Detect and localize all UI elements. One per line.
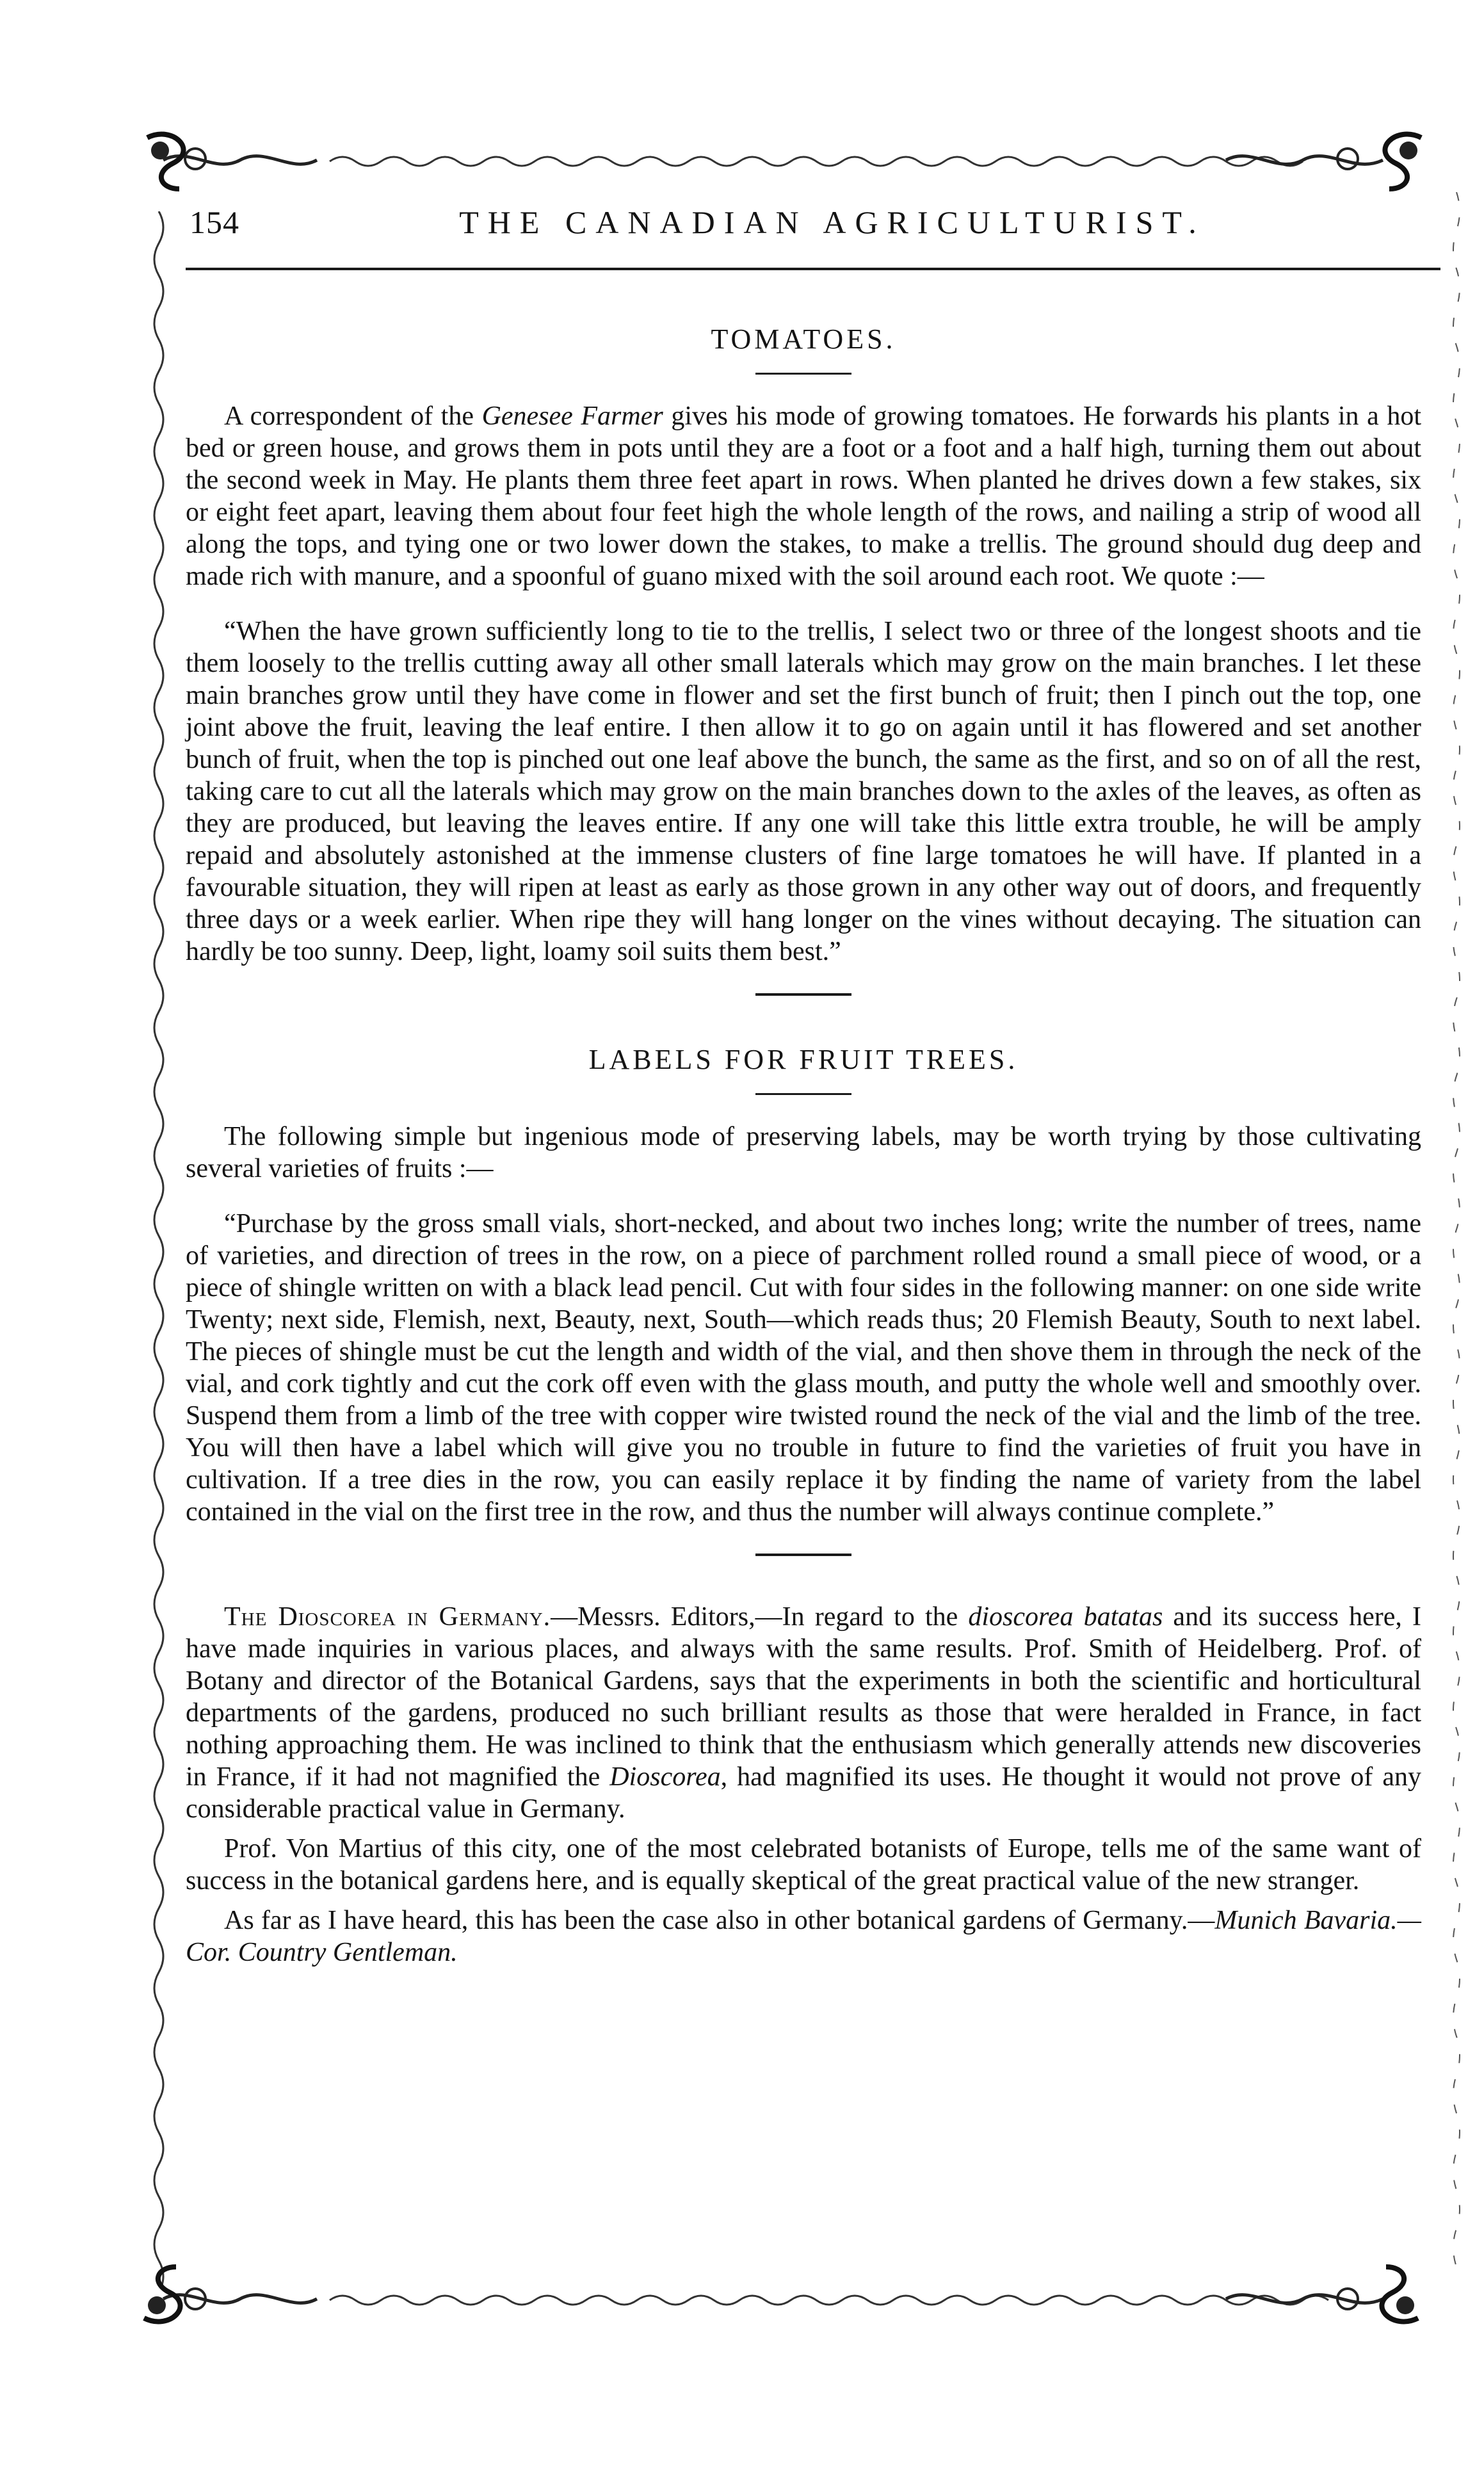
left-wavy-border bbox=[144, 211, 173, 2286]
section-separator bbox=[755, 1554, 851, 1556]
text-run: As far as I have heard, this has been the case also in other botanical gardens of Germany.— bbox=[224, 1906, 1215, 1935]
tomatoes-quote: “When the have grown sufficiently long to tie to the trellis, I select two or three of the longest shoots and tie them loosely to the trellis cutting away all other small laterals which may grow on the main branches. I let these main branches grow until they have come in flower and set the first bunch of fruit; then I pinch out the top, one joint above the fruit, leaving the leaf entire. I then allow it to go on again until it has flowered and set another bunch of fruit, when the top is pinched out one leaf above the bunch, the same as the first, and so on of all the rest, taking care to cut all the laterals which may grow on the main branches down to the axles of the leaves, as often as they are produced, but leaving the leaves entire. If any one will take this little extra trouble, he will be amply repaid and absolutely astonished at the immense clusters of fine large tomatoes he will have. If planted in a favourable situation, they will ripen at least as early as those grown in any other way out of doors, and frequently three days or a week earlier. When ripe they will hang longer on the vines without decaying. The situation can hardly be too sunny. Deep, light, loamy soil suits them best.” bbox=[186, 617, 1421, 966]
dioscorea-article bbox=[186, 1601, 1421, 1968]
genus-name: Dioscorea bbox=[609, 1762, 721, 1792]
dioscorea-paragraph-3 bbox=[186, 1904, 1421, 1968]
attribution: Munich Bavaria.—Cor. Country Gentleman. bbox=[186, 1906, 1422, 1967]
labels-intro: The following simple but ingenious mode of preserving labels, may be worth trying by those cultivating several varieties of fruits :— bbox=[186, 1122, 1421, 1183]
dioscorea-paragraph-1 bbox=[186, 1601, 1421, 1825]
bottom-ornamental-border bbox=[138, 2278, 1408, 2319]
dioscorea-heading: The Dioscorea in Germany. bbox=[224, 1602, 551, 1632]
text-run: —Messrs. Editors,—In regard to the bbox=[551, 1602, 969, 1632]
tomatoes-intro bbox=[186, 400, 1421, 592]
header-rule bbox=[186, 268, 1440, 270]
right-wavy-border bbox=[1444, 192, 1469, 2280]
text-run: gives his mode of growing tomatoes. He forwards his plants in a hot bed or green house, and grows them in pots until they are a foot or a foot and a half high, turning them out about the second week in May. He plants them three feet apart in rows. When planted he drives down a few stakes, six or eight feet apart, leaving them about four feet high the whole length of the rows, and nailing a strip of wood all along the tops, and tying one or two lower down the stakes, to make a trellis. The ground should dug deep and made rich with manure, and a spoonful of guano mixed with the soil around each root. We quote :— bbox=[186, 402, 1422, 591]
title-underline bbox=[755, 1093, 851, 1095]
bottom-left-corner-ornament bbox=[131, 2254, 208, 2331]
top-right-corner-ornament bbox=[1357, 125, 1434, 202]
section-separator bbox=[755, 993, 851, 996]
running-header bbox=[186, 204, 1440, 248]
tomatoes-title: TOMATOES. bbox=[711, 323, 896, 355]
bottom-right-corner-ornament bbox=[1354, 2254, 1431, 2331]
title-underline bbox=[755, 373, 851, 375]
top-ornamental-border bbox=[138, 140, 1408, 181]
page-content bbox=[186, 320, 1421, 1976]
species-name: dioscorea batatas bbox=[968, 1602, 1163, 1632]
tomatoes-article bbox=[186, 320, 1421, 968]
labels-article bbox=[186, 1041, 1421, 1528]
dioscorea-paragraph-2: Prof. Von Martius of this city, one of the most celebrated botanists of Europe, tells me of the same want of success in the botanical gardens here, and is equally skeptical of the great practical value of the new stranger. bbox=[186, 1834, 1421, 1895]
source-name: Genesee Farmer bbox=[481, 402, 663, 431]
labels-title: LABELS FOR FRUIT TREES. bbox=[588, 1044, 1019, 1075]
text-run: and its success here, I have made inquiries in various places, and always with the same results. Prof. Smith of Heidelberg. Prof. of Botany and director of the Botanical Gardens, says that the experiments in both the scientific and horticultural departments of the gardens, produced no such brilliant results as those that were heralded in France, in fact nothing approaching them. He was inclined to think that the enthusiasm which generally attends new discoveries in France, if it had not magnified the bbox=[186, 1602, 1421, 1792]
page-number: 154 bbox=[190, 204, 239, 240]
text-run: , had magnified its uses. He thought it would not prove of any considerable practical value in Germany. bbox=[186, 1762, 1421, 1824]
running-title: THE CANADIAN AGRICULTURIST. bbox=[459, 204, 1206, 240]
labels-quote: “Purchase by the gross small vials, short-necked, and about two inches long; write the number of trees, name of varieties, and direction of trees in the row, on a piece of parchment rolled round a small piece of wood, or a piece of shingle written on with a black lead pencil. Cut with four sides in the following manner: on one side write Twenty; next side, Flemish, next, Beauty, next, South—which reads thus; 20 Flemish Beauty, South to next label. The pieces of shingle must be cut the length and width of the vial, and then shove them in through the neck of the vial, and cork tightly and cut the cork off even with the glass mouth, and putty the whole well and smoothly over. Suspend them from a limb of the tree with copper wire twisted round the neck of the vial and the limb of the tree. You will then have a label which will give you no trouble in future to find the varieties of fruit you have in cultivation. If a tree dies in the row, you can easily replace it by finding the name of variety from the label contained in the vial on the first tree in the row, and thus the number will always continue complete.” bbox=[186, 1209, 1421, 1527]
top-left-corner-ornament bbox=[134, 125, 211, 202]
text-run: A correspondent of the bbox=[224, 402, 482, 431]
